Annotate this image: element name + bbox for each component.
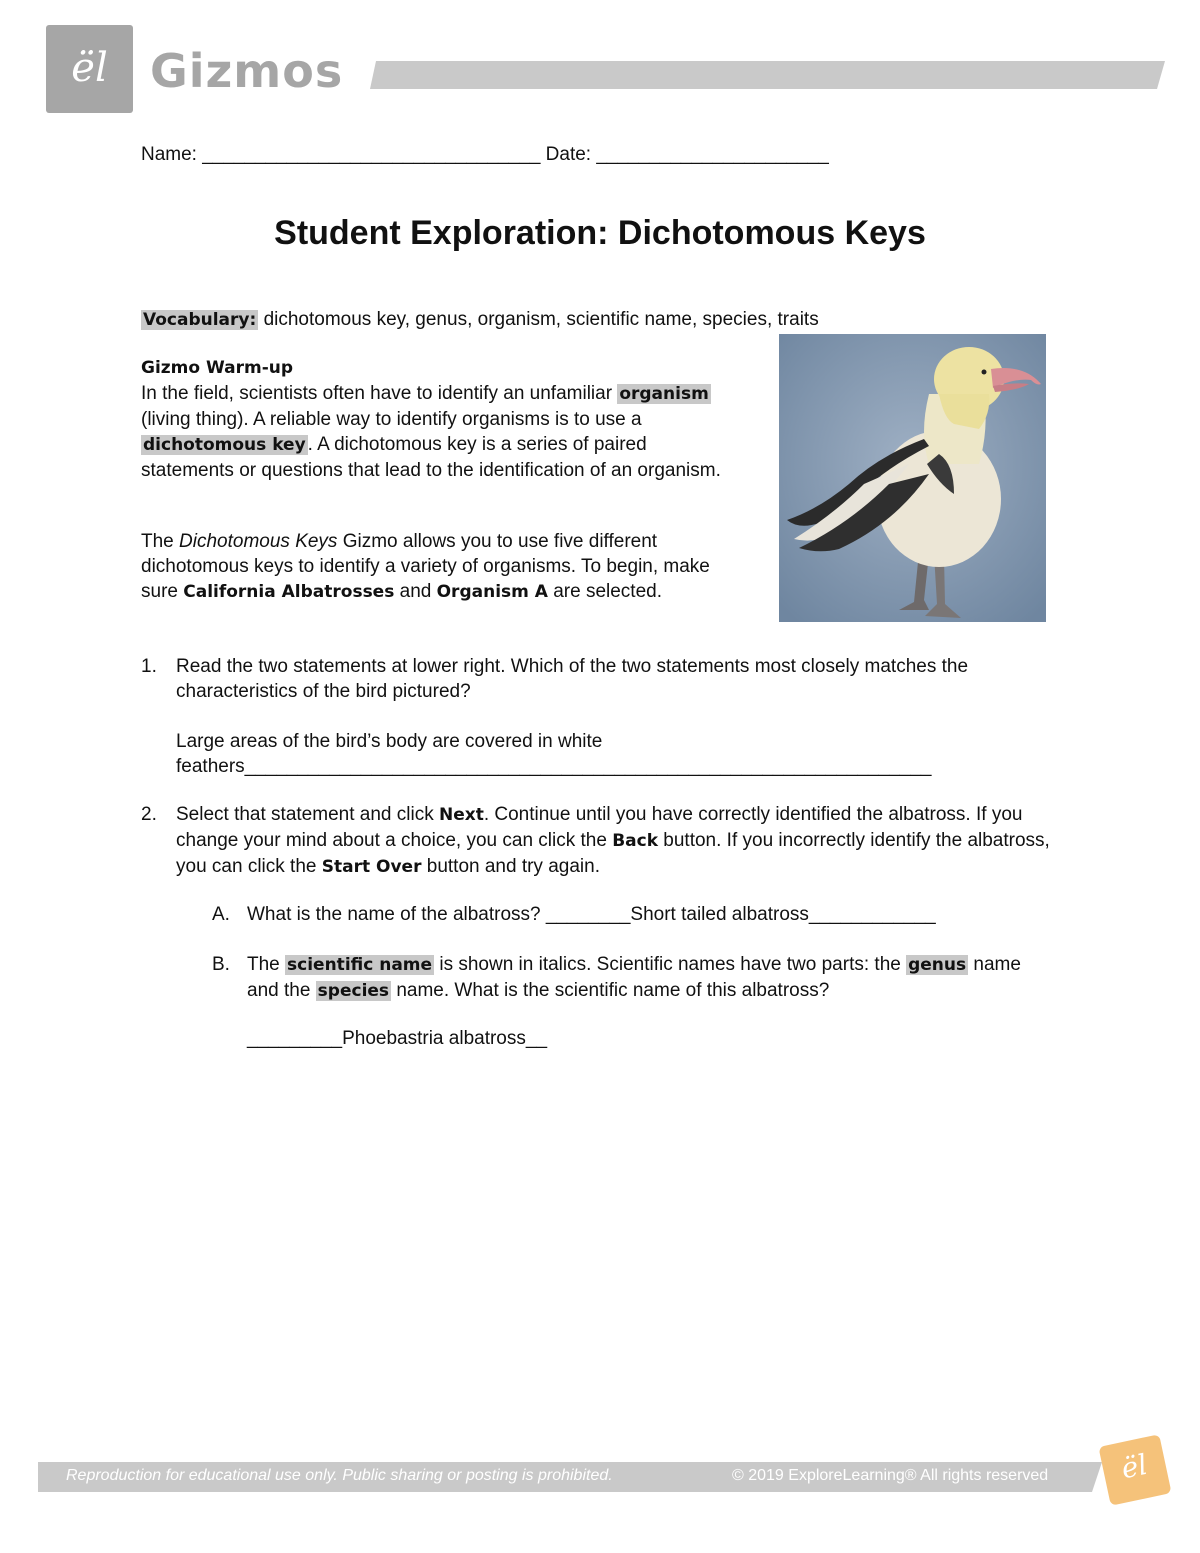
q2b-text-2: is shown in italics. Scientific names have two parts: the — [434, 954, 907, 975]
warmup-text-2: (living thing). A reliable way to identify organisms is to use a — [141, 409, 642, 430]
question-1-answer[interactable] — [176, 729, 932, 779]
warmup-heading: Gizmo Warm-up — [141, 358, 294, 378]
start-over-button-label: Start Over — [321, 857, 422, 877]
name-date-line: Name: ________________________________ Date: ______________________ — [141, 144, 829, 165]
question-2 — [141, 802, 1071, 882]
page-title: Student Exploration: Dichotomous Keys — [274, 214, 926, 252]
q2-text-1: Select that statement and click — [176, 804, 439, 825]
warmup-text-3: . A dichotomous key is a series of paired statements or questions that lead to the identification of an organism. — [141, 434, 721, 481]
footer-disclaimer: Reproduction for educational use only. Public sharing or posting is prohibited. — [66, 1467, 613, 1484]
question-1-number: 1. — [141, 656, 157, 677]
q2-text-4: button and try again. — [421, 856, 600, 877]
question-2a[interactable] — [212, 902, 1072, 932]
answer-1-line-2: feathers_________________________________________________________________ — [176, 756, 932, 777]
question-2-text — [176, 802, 1056, 880]
intro-text-2: Gizmo allows you to use five different dichotomous keys to identify a variety of organisms. To begin, make sure — [141, 531, 710, 602]
term-organism: organism — [619, 384, 709, 404]
q2b-text-4: name. What is the scientific name of this albatross? — [391, 980, 830, 1001]
term-dichotomous-key: dichotomous key — [143, 435, 306, 455]
gizmo-name: Dichotomous Keys — [179, 531, 338, 552]
warmup-section — [141, 356, 741, 483]
brand-name: Gizmos — [150, 44, 344, 98]
california-albatrosses-label: California Albatrosses — [183, 582, 395, 602]
q2b-text-3: name and the — [247, 954, 1021, 1001]
vocabulary-label: Vocabulary: — [143, 310, 257, 330]
intro-text-4: are selected. — [547, 581, 663, 602]
term-genus: genus — [908, 955, 967, 975]
question-2-number: 2. — [141, 804, 157, 825]
vocabulary-terms: dichotomous key, genus, organism, scientific name, species, traits — [258, 309, 819, 330]
question-2b — [212, 952, 1072, 1012]
intro-text-1: The — [141, 531, 180, 552]
question-2b-letter: B. — [212, 954, 230, 975]
back-button-label: Back — [612, 831, 659, 851]
warmup-text-1: In the field, scientists often have to identify an unfamiliar — [141, 383, 618, 404]
term-scientific-name: scientific name — [287, 955, 433, 975]
next-button-label: Next — [438, 805, 484, 825]
intro-text-3: and — [394, 581, 437, 602]
footer-logo-mark: ël — [1118, 1447, 1151, 1486]
term-species: species — [317, 981, 390, 1001]
intro-paragraph — [141, 529, 741, 605]
warmup-paragraph — [141, 381, 741, 483]
answer-1-line-1: Large areas of the bird’s body are covered in white — [176, 731, 603, 752]
footer-copyright: © 2019 ExploreLearning® All rights reserved — [732, 1467, 1049, 1484]
q2-text-3: button. If you incorrectly identify the albatross, you can click the — [176, 830, 1050, 877]
logo-mark: ël — [71, 45, 108, 91]
q2-text-2: . Continue until you have correctly identified the albatross. If you change your mind about a choice, you can click the — [176, 804, 1023, 851]
organism-a-label: Organism A — [436, 582, 548, 602]
footer-logo-icon — [1098, 1434, 1171, 1506]
question-2a-letter: A. — [212, 904, 230, 925]
vocabulary-line — [141, 307, 819, 333]
question-1 — [141, 654, 1071, 714]
question-2b-answer[interactable]: _________Phoebastria albatross__ — [247, 1028, 548, 1049]
q2b-text-1: The — [247, 954, 286, 975]
albatross-image — [779, 334, 1046, 622]
question-1-text: Read the two statements at lower right. Which of the two statements most closely matches the characteristics of the bird pictured? — [176, 656, 969, 702]
explorelearning-logo — [46, 25, 133, 113]
question-2a-text: What is the name of the albatross? ________Short tailed albatross____________ — [247, 904, 936, 925]
question-2b-text — [247, 952, 1057, 1004]
header-bar — [370, 61, 1165, 89]
